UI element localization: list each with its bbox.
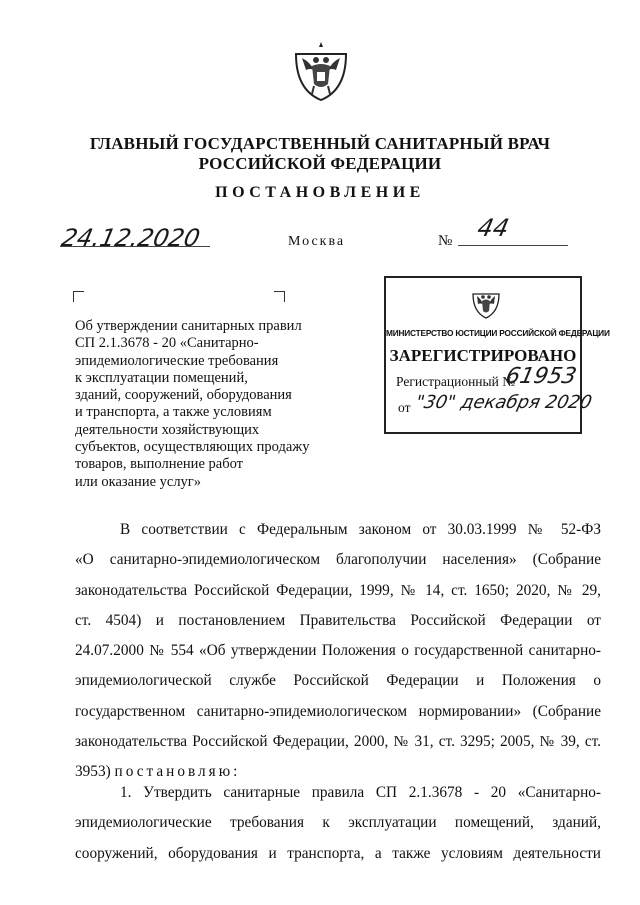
decree-word: постановляю:: [114, 763, 241, 781]
stamp-reg-date: "30" декабря 2020: [413, 392, 594, 413]
date-underline: [60, 246, 210, 247]
stamp-reg-number: 61953: [503, 364, 579, 389]
city-label: Москва: [288, 234, 346, 249]
body-line: государственном санитарно-эпидемиологическом нормировании» (Собрание: [75, 702, 601, 720]
subject-line: или оказание услуг»: [75, 473, 202, 490]
stamp-registered: ЗАРЕГИСТРИРОВАНО: [389, 346, 577, 365]
coat-of-arms-emblem: [290, 40, 352, 102]
body-line: ст. 4504) и постановлением Правительства Российской Федерации от: [75, 611, 601, 629]
stamp-ministry: МИНИСТЕРСТВО ЮСТИЦИИ РОССИЙСКОЙ ФЕДЕРАЦИИ: [386, 328, 610, 338]
body-line: В соответствии с Федеральным законом от 30.03.1999 № 52-ФЗ: [120, 521, 601, 538]
subject-line: зданий, сооружений, оборудования: [75, 387, 292, 404]
number-underline: [458, 245, 568, 246]
body-line: эпидемиологические требования к эксплуатации помещений, зданий,: [75, 814, 601, 832]
body-line: «О санитарно-эпидемиологическом благополучии населения» (Собрание: [75, 551, 601, 569]
issuing-authority: [0, 134, 640, 174]
registration-stamp: [384, 276, 610, 434]
authority-line-1: ГЛАВНЫЙ ГОСУДАРСТВЕННЫЙ САНИТАРНЫЙ ВРАЧ: [89, 134, 551, 153]
subject-line: СП 2.1.3678 - 20 «Санитарно-: [75, 335, 259, 352]
subject-line: товаров, выполнение работ: [75, 456, 243, 473]
body-line: эпидемиологической службе Российской Федерации и Положения о: [75, 672, 601, 690]
stamp-emblem-icon: [469, 286, 503, 320]
subject-line: эпидемиологические требования: [75, 352, 279, 369]
body-line: 3953): [75, 763, 115, 781]
subject-line: Об утверждении санитарных правил: [75, 318, 302, 334]
stamp-from-label: от: [398, 400, 411, 415]
subject-line: деятельности хозяйствующих: [75, 421, 260, 438]
number-label: №: [438, 233, 453, 249]
body-line: 1. Утвердить санитарные правила СП 2.1.3678 - 20 «Санитарно-: [120, 784, 601, 801]
subject-line: субъектов, осуществляющих продажу: [75, 439, 310, 456]
document-type-title: ПОСТАНОВЛЕНИЕ: [215, 184, 425, 201]
subject-corner-left: [73, 291, 84, 302]
subject-corner-right: [274, 291, 285, 302]
handwritten-number: 44: [475, 214, 512, 242]
authority-line-2: РОССИЙСКОЙ ФЕДЕРАЦИИ: [198, 154, 442, 173]
body-paragraph-2: [75, 778, 601, 869]
body-line: законодательства Российской Федерации, 1999, № 14, ст. 1650; 2020, № 29,: [75, 581, 601, 599]
body-line: 24.07.2000 № 554 «Об утверждении Положения о государственной санитарно-: [75, 642, 601, 660]
body-line: законодательства Российской Федерации, 2000, № 31, ст. 3295; 2005, № 39, ст.: [75, 733, 601, 751]
handwritten-date: 24.12.2020: [59, 224, 203, 252]
subject-line: к эксплуатации помещений,: [75, 369, 248, 386]
stamp-reg-number-label: Регистрационный №: [396, 374, 516, 389]
body-line: сооружений, оборудования и транспорта, а также условиям деятельности: [75, 844, 601, 862]
subject-line: и транспорта, а также условиям: [75, 404, 272, 421]
subject-block: [75, 318, 335, 491]
body-paragraph-1: [75, 515, 601, 788]
